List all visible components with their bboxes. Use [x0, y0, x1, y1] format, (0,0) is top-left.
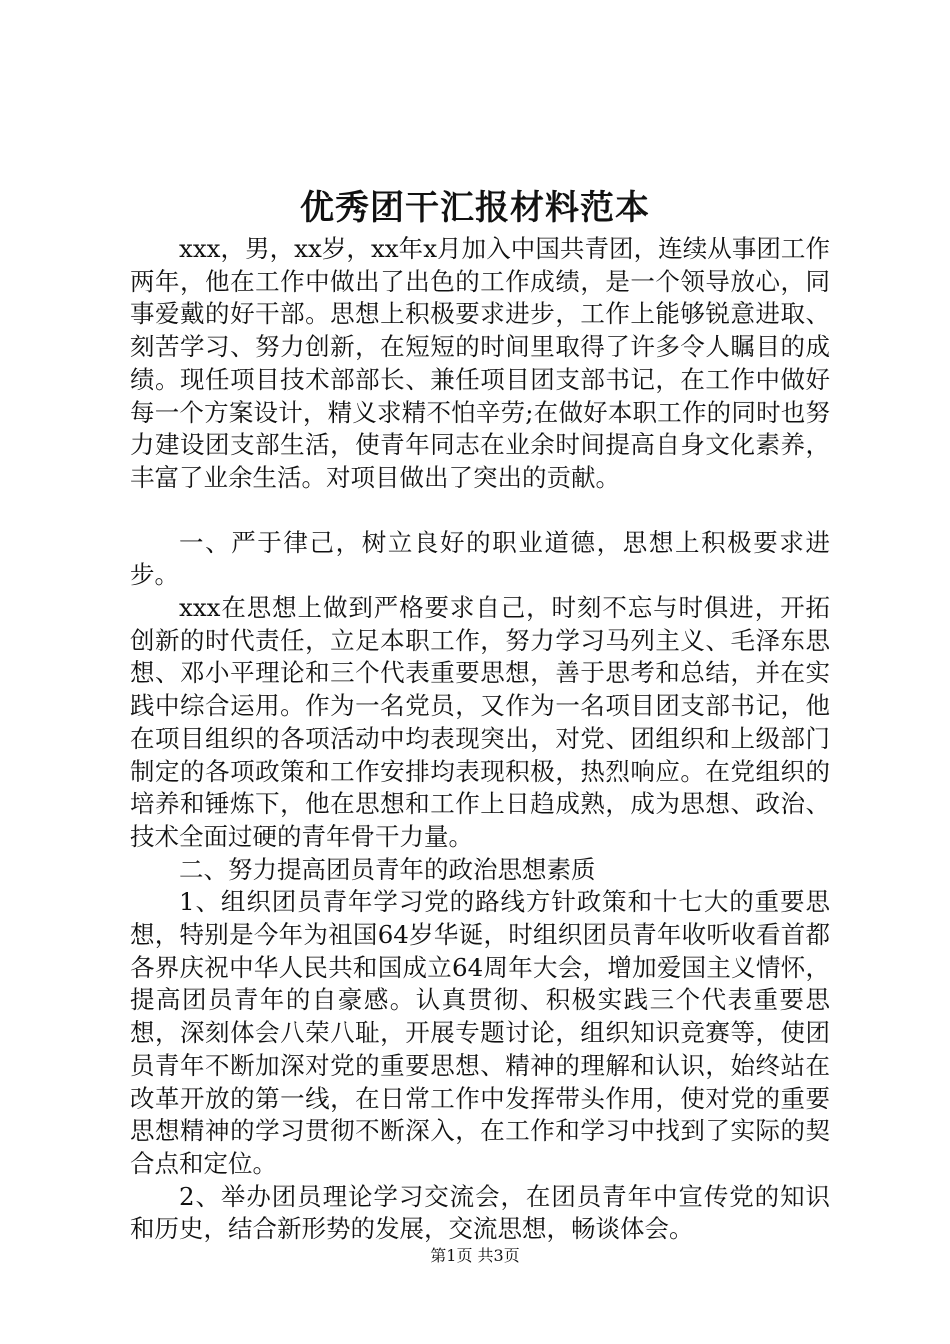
page-footer: 第1页 共3页 — [430, 1246, 520, 1265]
section-heading-2: 二、努力提高团员青年的政治思想素质 — [179, 854, 596, 884]
document-title: 优秀团干汇报材料范本 — [300, 188, 650, 228]
body-paragraph: 2、举办团员理论学习交流会，在团员青年中宣传党的知识和历史，结合新形势的发展，交流思想，畅谈体会。 — [130, 1181, 830, 1244]
intro-paragraph: xxx，男，xx岁，xx年x月加入中国共青团，连续从事团工作两年，他在工作中做出了出色的工作成绩，是一个领导放心，同事爱戴的好干部。思想上积极要求进步，工作上能够锐意进取、刻苦学习、努力创新，在短短的时间里取得了许多令人瞩目的成绩。现任项目技术部部长、兼任项目团支部书记，在工作中做好每一个方案设计，精义求精不怕辛劳;在做好本职工作的同时也努力建设团支部生活，使青年同志在业余时间提高自身文化素养，丰富了业余生活。对项目做出了突出的贡献。 — [130, 234, 830, 492]
document-body — [130, 233, 830, 1246]
section-heading-1: 一、严于律己，树立良好的职业道德，思想上积极要求进步。 — [130, 527, 830, 590]
body-paragraph: xxx在思想上做到严格要求自己，时刻不忘与时俱进，开拓创新的时代责任，立足本职工作，努力学习马列主义、毛泽东思想、邓小平理论和三个代表重要思想，善于思考和总结，并在实践中综合运用。作为一名党员，又作为一名项目团支部书记，他在项目组织的各项活动中均表现突出，对党、团组织和上级部门制定的各项政策和工作安排均表现积极，热烈响应。在党组织的培养和锤炼下，他在思想和工作上日趋成熟，成为思想、政治、技术全面过硬的青年骨干力量。 — [130, 593, 830, 851]
body-paragraph: 1、组织团员青年学习党的路线方针政策和十七大的重要思想，特别是今年为祖国64岁华诞，时组织团员青年收听收看首都各界庆祝中华人民共和国成立64周年大会，增加爱国主义情怀，提高团员青年的自豪感。认真贯彻、积极实践三个代表重要思想，深刻体会八荣八耻，开展专题讨论，组织知识竞赛等，使团员青年不断加深对党的重要思想、精神的理解和认识，始终站在改革开放的第一线，在日常工作中发挥带头作用，使对党的重要思想精神的学习贯彻不断深入，在工作和学习中找到了实际的契合点和定位。 — [130, 887, 830, 1178]
